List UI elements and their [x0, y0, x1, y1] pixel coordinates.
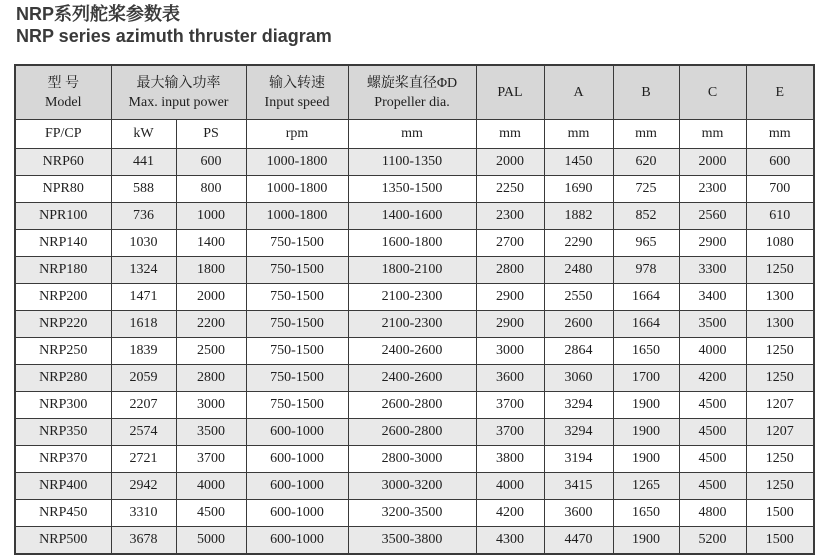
- value-cell: 1000-1800: [246, 149, 348, 176]
- value-cell: 2800: [476, 257, 544, 284]
- thruster-spec-table: [14, 64, 815, 555]
- table-row: [15, 446, 814, 473]
- value-cell: 600-1000: [246, 419, 348, 446]
- value-cell: 1250: [746, 257, 814, 284]
- col-header-model-cn: 型 号: [47, 75, 79, 91]
- model-cell: NRP250: [15, 338, 111, 365]
- value-cell: 4200: [476, 500, 544, 527]
- value-cell: 1400-1600: [348, 203, 476, 230]
- value-cell: 1080: [746, 230, 814, 257]
- value-cell: 2900: [476, 284, 544, 311]
- table-row: [15, 419, 814, 446]
- page-title-cn: NRP系列舵桨参数表: [16, 4, 181, 24]
- value-cell: 2600-2800: [348, 392, 476, 419]
- units-row: [15, 120, 814, 149]
- page-title-en: NRP series azimuth thruster diagram: [16, 26, 332, 46]
- model-cell: NRP350: [15, 419, 111, 446]
- value-cell: 4500: [679, 446, 746, 473]
- value-cell: 1900: [613, 527, 679, 555]
- table-row: [15, 149, 814, 176]
- value-cell: 3060: [544, 365, 613, 392]
- value-cell: 1800-2100: [348, 257, 476, 284]
- table-row: [15, 500, 814, 527]
- model-cell: NPR80: [15, 176, 111, 203]
- value-cell: 1650: [613, 500, 679, 527]
- value-cell: 2600: [544, 311, 613, 338]
- value-cell: 2480: [544, 257, 613, 284]
- value-cell: 3700: [476, 392, 544, 419]
- table-row: [15, 257, 814, 284]
- col-header-a: A: [544, 65, 613, 120]
- value-cell: 3415: [544, 473, 613, 500]
- value-cell: 4500: [679, 419, 746, 446]
- value-cell: 2300: [679, 176, 746, 203]
- col-header-propeller-dia-en: Propeller dia.: [374, 94, 450, 110]
- col-header-propeller-dia-cn: 螺旋桨直径ΦD: [366, 75, 458, 91]
- value-cell: 3294: [544, 419, 613, 446]
- header-row: [15, 65, 814, 120]
- model-cell: NRP220: [15, 311, 111, 338]
- value-cell: 750-1500: [246, 392, 348, 419]
- value-cell: 1030: [111, 230, 176, 257]
- value-cell: 1900: [613, 419, 679, 446]
- value-cell: 3800: [476, 446, 544, 473]
- value-cell: 2500: [176, 338, 246, 365]
- col-header-pal: PAL: [476, 65, 544, 120]
- value-cell: 1500: [746, 500, 814, 527]
- value-cell: 700: [746, 176, 814, 203]
- value-cell: 3500: [176, 419, 246, 446]
- value-cell: 3310: [111, 500, 176, 527]
- col-header-input-speed-cn: 输入转速: [269, 75, 325, 91]
- value-cell: 600-1000: [246, 500, 348, 527]
- value-cell: 2550: [544, 284, 613, 311]
- model-cell: NRP280: [15, 365, 111, 392]
- value-cell: 2700: [476, 230, 544, 257]
- table-row: [15, 392, 814, 419]
- value-cell: 2721: [111, 446, 176, 473]
- col-header-max-input-power-cn: 最大输入功率: [136, 75, 221, 91]
- value-cell: 5200: [679, 527, 746, 555]
- value-cell: 2000: [176, 284, 246, 311]
- value-cell: 4500: [679, 473, 746, 500]
- value-cell: 3700: [476, 419, 544, 446]
- value-cell: 1882: [544, 203, 613, 230]
- value-cell: 1664: [613, 311, 679, 338]
- value-cell: 725: [613, 176, 679, 203]
- value-cell: 1250: [746, 446, 814, 473]
- table-row: [15, 203, 814, 230]
- col-header-b: B: [613, 65, 679, 120]
- model-cell: NRP400: [15, 473, 111, 500]
- value-cell: 4500: [679, 392, 746, 419]
- value-cell: 1800: [176, 257, 246, 284]
- value-cell: 3200-3500: [348, 500, 476, 527]
- table-row: [15, 230, 814, 257]
- value-cell: 1500: [746, 527, 814, 555]
- value-cell: 1450: [544, 149, 613, 176]
- value-cell: 2059: [111, 365, 176, 392]
- value-cell: 750-1500: [246, 311, 348, 338]
- value-cell: 1650: [613, 338, 679, 365]
- value-cell: 3700: [176, 446, 246, 473]
- value-cell: 1100-1350: [348, 149, 476, 176]
- value-cell: 4470: [544, 527, 613, 555]
- value-cell: 2560: [679, 203, 746, 230]
- col-header-c: C: [679, 65, 746, 120]
- value-cell: 2300: [476, 203, 544, 230]
- value-cell: 3500-3800: [348, 527, 476, 555]
- value-cell: 1664: [613, 284, 679, 311]
- table-row: [15, 284, 814, 311]
- value-cell: 1324: [111, 257, 176, 284]
- value-cell: 441: [111, 149, 176, 176]
- value-cell: 600-1000: [246, 473, 348, 500]
- value-cell: 3600: [476, 365, 544, 392]
- value-cell: 1250: [746, 338, 814, 365]
- value-cell: 2207: [111, 392, 176, 419]
- value-cell: 2200: [176, 311, 246, 338]
- units-cell-propeller-mm: mm: [348, 120, 476, 149]
- value-cell: 1690: [544, 176, 613, 203]
- units-cell-pal-mm: mm: [476, 120, 544, 149]
- value-cell: 1250: [746, 473, 814, 500]
- units-cell-b-mm: mm: [613, 120, 679, 149]
- units-cell-rpm: rpm: [246, 120, 348, 149]
- value-cell: 1900: [613, 446, 679, 473]
- value-cell: 1471: [111, 284, 176, 311]
- value-cell: 4300: [476, 527, 544, 555]
- table-row: [15, 365, 814, 392]
- value-cell: 3678: [111, 527, 176, 555]
- value-cell: 800: [176, 176, 246, 203]
- value-cell: 2900: [476, 311, 544, 338]
- col-header-e: E: [746, 65, 814, 120]
- title-block: [0, 0, 830, 47]
- value-cell: 2400-2600: [348, 365, 476, 392]
- value-cell: 1000-1800: [246, 176, 348, 203]
- value-cell: 1207: [746, 419, 814, 446]
- units-cell-a-mm: mm: [544, 120, 613, 149]
- value-cell: 4000: [476, 473, 544, 500]
- units-cell-e-mm: mm: [746, 120, 814, 149]
- value-cell: 1400: [176, 230, 246, 257]
- units-cell-c-mm: mm: [679, 120, 746, 149]
- model-cell: NRP500: [15, 527, 111, 555]
- value-cell: 3194: [544, 446, 613, 473]
- value-cell: 750-1500: [246, 257, 348, 284]
- value-cell: 1350-1500: [348, 176, 476, 203]
- value-cell: 3300: [679, 257, 746, 284]
- value-cell: 750-1500: [246, 230, 348, 257]
- value-cell: 3294: [544, 392, 613, 419]
- value-cell: 736: [111, 203, 176, 230]
- value-cell: 750-1500: [246, 284, 348, 311]
- value-cell: 2864: [544, 338, 613, 365]
- col-header-model-en: Model: [44, 94, 82, 110]
- value-cell: 4200: [679, 365, 746, 392]
- col-header-model: [15, 65, 111, 120]
- value-cell: 4500: [176, 500, 246, 527]
- value-cell: 2574: [111, 419, 176, 446]
- model-cell: NRP370: [15, 446, 111, 473]
- value-cell: 750-1500: [246, 365, 348, 392]
- value-cell: 588: [111, 176, 176, 203]
- value-cell: 1900: [613, 392, 679, 419]
- value-cell: 4000: [176, 473, 246, 500]
- table-row: [15, 527, 814, 555]
- value-cell: 1207: [746, 392, 814, 419]
- value-cell: 2800-3000: [348, 446, 476, 473]
- units-cell-model: FP/CP: [15, 120, 111, 149]
- model-cell: NRP140: [15, 230, 111, 257]
- value-cell: 1265: [613, 473, 679, 500]
- table-row: [15, 176, 814, 203]
- value-cell: 750-1500: [246, 338, 348, 365]
- value-cell: 2100-2300: [348, 311, 476, 338]
- col-header-max-input-power-en: Max. input power: [128, 94, 229, 110]
- value-cell: 3000: [476, 338, 544, 365]
- value-cell: 2000: [679, 149, 746, 176]
- model-cell: NRP200: [15, 284, 111, 311]
- value-cell: 1600-1800: [348, 230, 476, 257]
- col-header-input-speed: [246, 65, 348, 120]
- table-row: [15, 338, 814, 365]
- value-cell: 2290: [544, 230, 613, 257]
- value-cell: 2800: [176, 365, 246, 392]
- value-cell: 4800: [679, 500, 746, 527]
- model-cell: NRP300: [15, 392, 111, 419]
- value-cell: 1700: [613, 365, 679, 392]
- value-cell: 3600: [544, 500, 613, 527]
- value-cell: 852: [613, 203, 679, 230]
- value-cell: 2900: [679, 230, 746, 257]
- value-cell: 978: [613, 257, 679, 284]
- value-cell: 3400: [679, 284, 746, 311]
- value-cell: 3500: [679, 311, 746, 338]
- value-cell: 1300: [746, 284, 814, 311]
- value-cell: 1000-1800: [246, 203, 348, 230]
- value-cell: 5000: [176, 527, 246, 555]
- value-cell: 2100-2300: [348, 284, 476, 311]
- model-cell: NRP180: [15, 257, 111, 284]
- table-row: [15, 473, 814, 500]
- value-cell: 4000: [679, 338, 746, 365]
- col-header-input-speed-en: Input speed: [264, 94, 330, 110]
- value-cell: 1250: [746, 365, 814, 392]
- model-cell: NPR100: [15, 203, 111, 230]
- value-cell: 3000-3200: [348, 473, 476, 500]
- value-cell: 3000: [176, 392, 246, 419]
- value-cell: 620: [613, 149, 679, 176]
- model-cell: NRP450: [15, 500, 111, 527]
- value-cell: 2600-2800: [348, 419, 476, 446]
- value-cell: 2000: [476, 149, 544, 176]
- value-cell: 600: [746, 149, 814, 176]
- units-cell-kw: kW: [111, 120, 176, 149]
- units-cell-ps: PS: [176, 120, 246, 149]
- value-cell: 600-1000: [246, 527, 348, 555]
- value-cell: 2250: [476, 176, 544, 203]
- col-header-propeller-dia: [348, 65, 476, 120]
- value-cell: 1618: [111, 311, 176, 338]
- value-cell: 610: [746, 203, 814, 230]
- table-row: [15, 311, 814, 338]
- value-cell: 965: [613, 230, 679, 257]
- value-cell: 600-1000: [246, 446, 348, 473]
- model-cell: NRP60: [15, 149, 111, 176]
- value-cell: 2942: [111, 473, 176, 500]
- value-cell: 1839: [111, 338, 176, 365]
- table-body: [15, 149, 814, 555]
- value-cell: 1300: [746, 311, 814, 338]
- value-cell: 1000: [176, 203, 246, 230]
- value-cell: 600: [176, 149, 246, 176]
- col-header-max-input-power: [111, 65, 246, 120]
- value-cell: 2400-2600: [348, 338, 476, 365]
